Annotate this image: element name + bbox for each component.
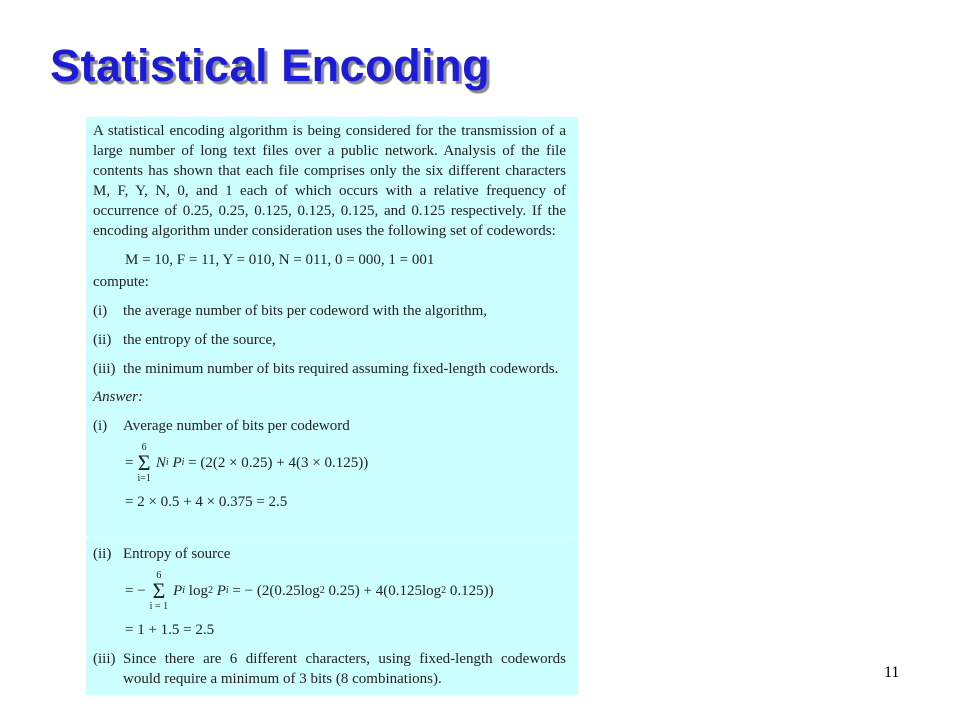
summation-symbol <box>137 442 150 484</box>
term-p-subscript: i <box>181 457 185 468</box>
sigma-glyph: Σ <box>137 450 151 475</box>
question-number: (i) <box>93 303 108 319</box>
average-bits-equation <box>125 442 566 484</box>
question-number: (iii) <box>93 361 116 377</box>
equation-equals: = − <box>125 583 146 599</box>
summation-upper: 6 <box>141 442 147 453</box>
answer-label: Answer: <box>93 389 143 405</box>
equation-equals: = <box>125 455 134 471</box>
log-base: 2 <box>207 585 213 596</box>
slide-title: Statistical Encoding <box>50 40 491 91</box>
entropy-result: = 1 + 1.5 = 2.5 <box>125 622 215 638</box>
answer-item <box>93 544 566 564</box>
equation-expansion-c: 0.125)) <box>449 583 494 599</box>
term-p-subscript: i <box>225 585 229 596</box>
page-number: 11 <box>884 664 900 681</box>
average-bits-result: = 2 × 0.5 + 4 × 0.375 = 2.5 <box>125 494 288 510</box>
answer-heading: Average number of bits per codeword <box>123 418 350 434</box>
summation-lower: i=1 <box>137 473 151 484</box>
entropy-equation <box>125 570 566 612</box>
term-p: P <box>172 455 182 471</box>
log-base: 2 <box>319 585 325 596</box>
answer-text: Since there are 6 different characters, using fixed-length codewords would require a minimum of 3 bits (8 combinations). <box>123 651 566 687</box>
log-base: 2 <box>441 585 447 596</box>
sigma-glyph: Σ <box>152 578 166 603</box>
question-item <box>93 301 566 321</box>
term-n: N <box>155 455 166 471</box>
equation-expansion-b: 0.25) + 4(0.125log <box>328 583 442 599</box>
answer-heading: Entropy of source <box>123 546 231 562</box>
term-p: P <box>173 583 183 599</box>
question-text: the entropy of the source, <box>123 332 276 348</box>
question-text: the average number of bits per codeword with the algorithm, <box>123 303 488 319</box>
question-item <box>93 330 566 350</box>
question-text: the minimum number of bits required assuming fixed-length codewords. <box>123 361 559 377</box>
answer-item <box>93 416 566 436</box>
term-n-subscript: i <box>165 457 169 468</box>
answer-number: (i) <box>93 418 108 434</box>
problem-paragraph: A statistical encoding algorithm is being considered for the transmission of a large number of long text files over a public network. Analysis of the file contents has shown that each file comprises only the six different characters M, F, Y, N, 0, and 1 each of which occurs with a relative frequency of occurrence of 0.25, 0.25, 0.125, 0.125, 0.125, and 0.125 respectively. If the encoding algorithm under consideration uses the following set of codewords: <box>93 123 566 239</box>
answer-number: (iii) <box>93 651 116 667</box>
term-p-subscript: i <box>182 585 186 596</box>
compute-label: compute: <box>93 274 149 290</box>
problem-panel <box>86 117 578 537</box>
equation-expansion-a: = − (2(0.25log <box>232 583 320 599</box>
question-item <box>93 359 566 379</box>
summation-upper: 6 <box>156 570 162 581</box>
codeword-list: M = 10, F = 11, Y = 010, N = 011, 0 = 000, 1 = 001 <box>125 252 435 268</box>
term-p: P <box>216 583 226 599</box>
question-number: (ii) <box>93 332 112 348</box>
answer-number: (ii) <box>93 546 112 562</box>
log-label: log <box>188 583 208 599</box>
equation-expansion: = (2(2 × 0.25) + 4(3 × 0.125)) <box>188 455 369 471</box>
summation-lower: i = 1 <box>149 601 169 612</box>
answer-panel <box>86 538 578 695</box>
summation-symbol <box>150 570 168 612</box>
answer-item <box>93 649 566 689</box>
